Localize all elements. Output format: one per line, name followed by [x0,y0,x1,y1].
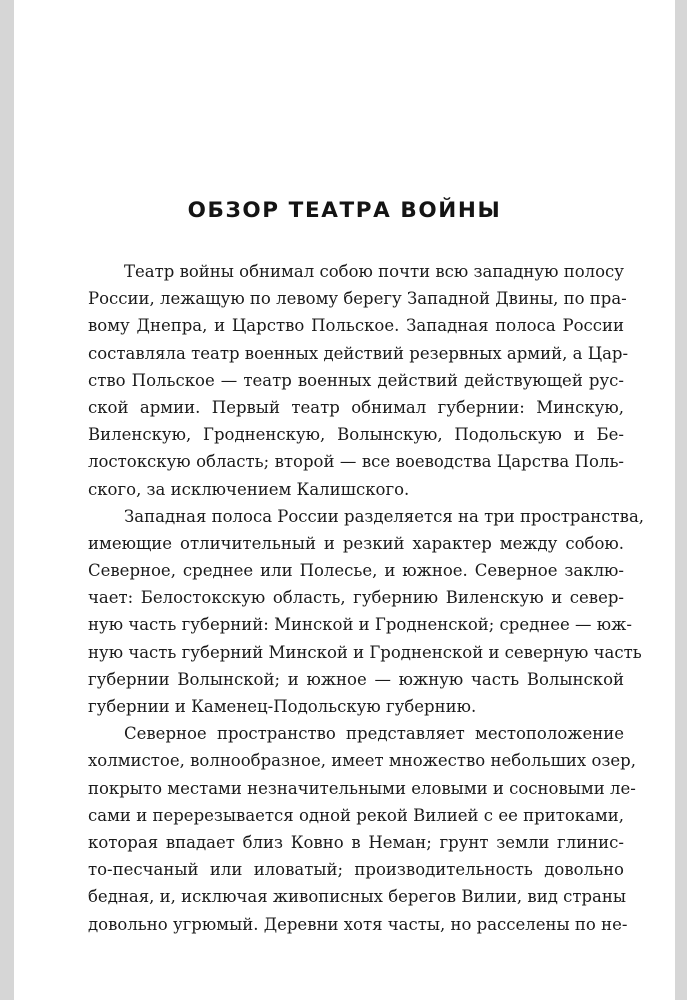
right-page-edge [675,0,687,1000]
text-line: ную часть губерний Минской и Гродненской и северную часть [88,642,642,662]
text-line: составляла театр военных действий резервных армий, а Цар- [88,343,629,363]
text-line: то-песчаный или иловатый; производительность довольно [88,860,624,880]
text-line: губернии и Каменец-Подольскую губернию. [88,697,477,716]
text-line: имеющие отличительный и резкий характер между собою. [88,533,624,553]
text-line: России, лежащую по левому берегу Западной Двины, по пра- [88,289,627,309]
text-line: лостокскую область; второй — все воеводства Царства Поль- [88,452,624,472]
left-page-edge [0,0,14,1000]
text-line: бедная, и, исключая живописных берегов Вилии, вид страны [88,887,627,907]
book-page [14,0,675,1000]
text-line: Северное, среднее или Полесье, и южное. Северное заклю- [88,561,624,581]
text-line: губернии Волынской; и южное — южную часть Волынской [88,669,624,689]
text-line: холмистое, волнообразное, имеет множество небольших озер, [88,751,636,771]
text-line: Театр войны обнимал собою почти всю западную полосу [124,262,624,281]
text-line: Виленскую, Гродненскую, Волынскую, Подольскую и Бе- [88,425,624,445]
chapter-title: ОБЗОР ТЕАТРА ВОЙНЫ [187,198,502,223]
text-line: покрыто местами незначительными еловыми и сосновыми ле- [88,778,636,798]
text-line: сами и перерезывается одной рекой Вилией с ее притоками, [88,805,624,825]
text-line: ство Польское — театр военных действий действующей рус- [88,370,624,390]
text-line: довольно угрюмый. Деревни хотя часты, но расселены по не- [88,914,628,934]
body-text [88,258,645,938]
text-line: Западная полоса России разделяется на три пространства, [124,506,645,526]
text-line: вому Днепра, и Царство Польское. Западная полоса России [88,316,624,336]
text-line: которая впадает близ Ковно в Неман; грунт земли глинис- [88,832,624,852]
text-line: Северное пространство представляет местоположение [124,724,624,744]
text-line: ского, за исключением Калишского. [88,479,410,499]
text-line: чает: Белостокскую область, губернию Виленскую и север- [88,588,624,608]
text-line: ную часть губерний: Минской и Гродненской; среднее — юж- [88,615,632,635]
text-line: ской армии. Первый театр обнимал губернии: Минскую, [88,397,624,417]
